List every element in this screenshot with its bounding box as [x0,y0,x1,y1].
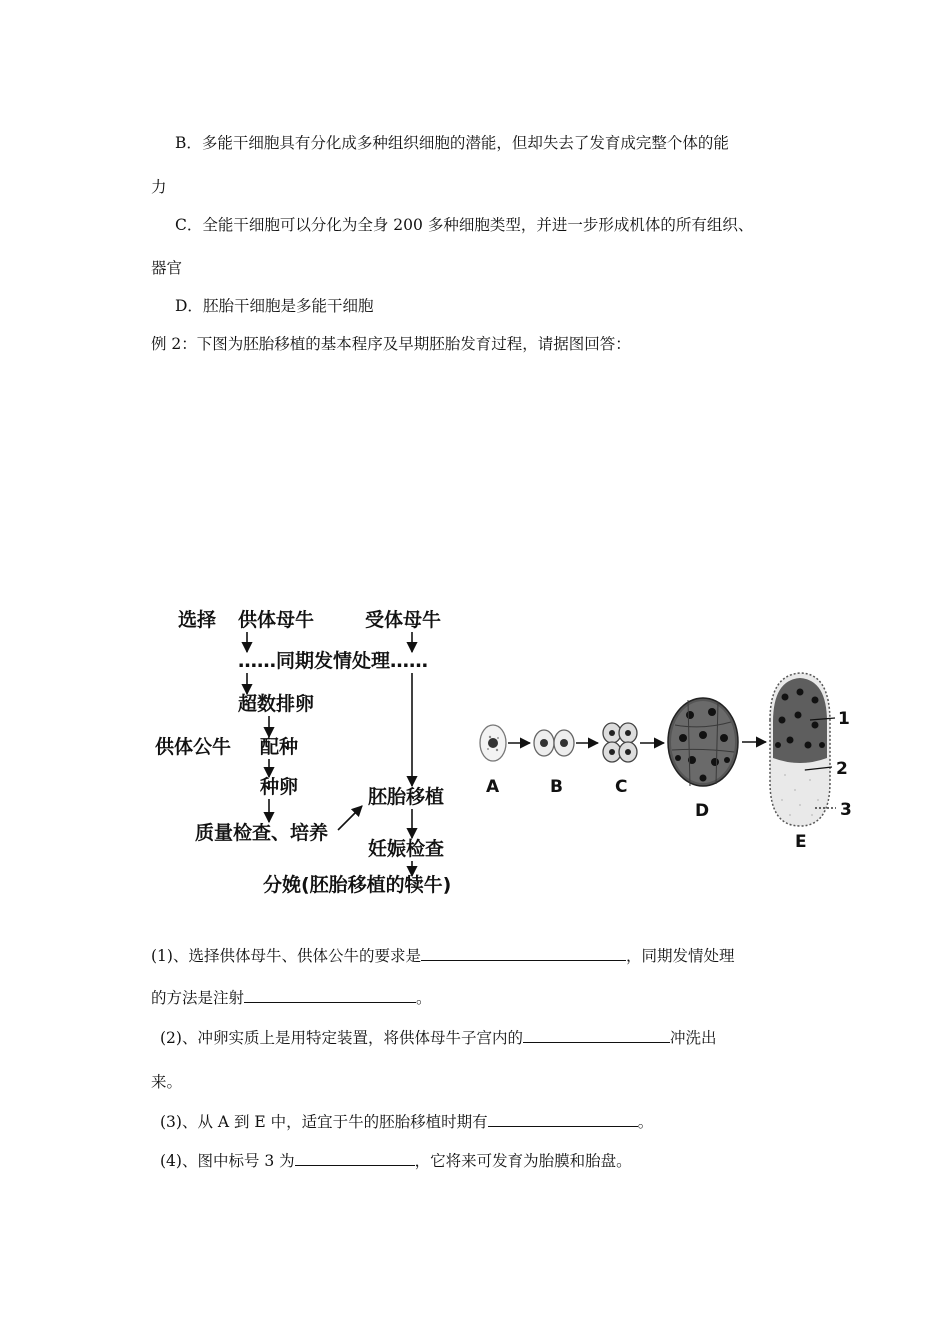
flow-recipient-cow: 受体母牛 [365,609,442,631]
flow-flush-eggs: 种卵 [260,776,299,798]
q1-blank-1[interactable] [421,946,626,961]
q1-text-a: (1)、选择供体母牛、供体公牛的要求是 [151,947,421,965]
q1-text-b: ，同期发情处理 [625,947,735,965]
q1-text-d: 。 [416,989,432,1007]
q4-text-b: ，它将来可发育为胎膜和胎盘。 [414,1152,632,1170]
embryo-label-b: B [550,777,563,797]
option-c-text: 全能干细胞可以分化为全身 200 多种细胞类型，并进一步形成机体的所有组织、 [202,216,754,234]
embryo-part-2: 2 [836,759,848,779]
question-2-line2: 来。 [151,1073,183,1091]
q4-blank[interactable] [295,1151,415,1166]
option-b-line2: 力 [151,178,167,196]
embryo-c [603,723,637,762]
flow-mating: 配种 [260,736,299,758]
flow-donor-cow: 供体母牛 [238,609,315,631]
question-3-line [160,1112,653,1132]
q1-blank-2[interactable] [244,988,416,1003]
option-b-text: 多能干细胞具有分化成多种组织细胞的潜能，但却失去了发育成完整个体的能 [201,134,729,152]
option-b-label: B． [175,134,202,152]
flow-birth: 分娩(胚胎移植的犊牛) [263,874,452,896]
flow-pregnancy-check: 妊娠检查 [368,838,445,860]
q2-blank[interactable] [523,1028,670,1043]
question-2-line1 [160,1028,716,1048]
flow-sync-estrus: ……同期发情处理…… [238,650,429,672]
flow-quality-check: 质量检查、培养 [195,822,329,844]
question-4-line [160,1151,632,1171]
option-d-label: D． [175,297,203,315]
q3-text-a: (3)、从 A 到 E 中，适宜于牛的胚胎移植时期有 [160,1113,488,1131]
question-1-line1 [151,946,734,966]
q2-text-a: (2)、冲卵实质上是用特定装置，将供体母牛子宫内的 [160,1029,523,1047]
embryo-label-e: E [795,832,807,852]
q3-text-b: 。 [637,1113,654,1131]
option-c-label: C． [175,216,203,234]
question-1-line2 [151,988,432,1008]
q2-text-b: 冲洗出 [669,1029,717,1047]
q4-text-a: (4)、图中标号 3 为 [160,1152,295,1170]
embryo-d [668,698,738,786]
example-heading: 例 2：下图为胚胎移植的基本程序及早期胚胎发育过程，请据图回答： [151,335,631,353]
embryo-b [534,730,574,756]
arrow-quality-to-transfer [338,806,362,830]
option-d-text: 胚胎干细胞是多能干细胞 [202,297,374,315]
q3-blank[interactable] [488,1112,638,1127]
flow-embryo-transfer: 胚胎移植 [368,786,445,808]
flow-superovulation: 超数排卵 [238,693,315,715]
embryo-e [770,673,836,826]
option-c-line2: 器官 [151,259,183,277]
embryo-a [480,725,506,761]
flow-select: 选择 [178,609,217,631]
q1-text-c: 的方法是注射 [151,989,245,1007]
embryo-part-3: 3 [840,800,852,820]
embryo-label-d: D [695,801,710,821]
flow-donor-bull: 供体公牛 [155,736,232,758]
embryo-label-c: C [615,777,628,797]
embryo-part-1: 1 [838,709,850,729]
embryo-label-a: A [486,777,500,797]
